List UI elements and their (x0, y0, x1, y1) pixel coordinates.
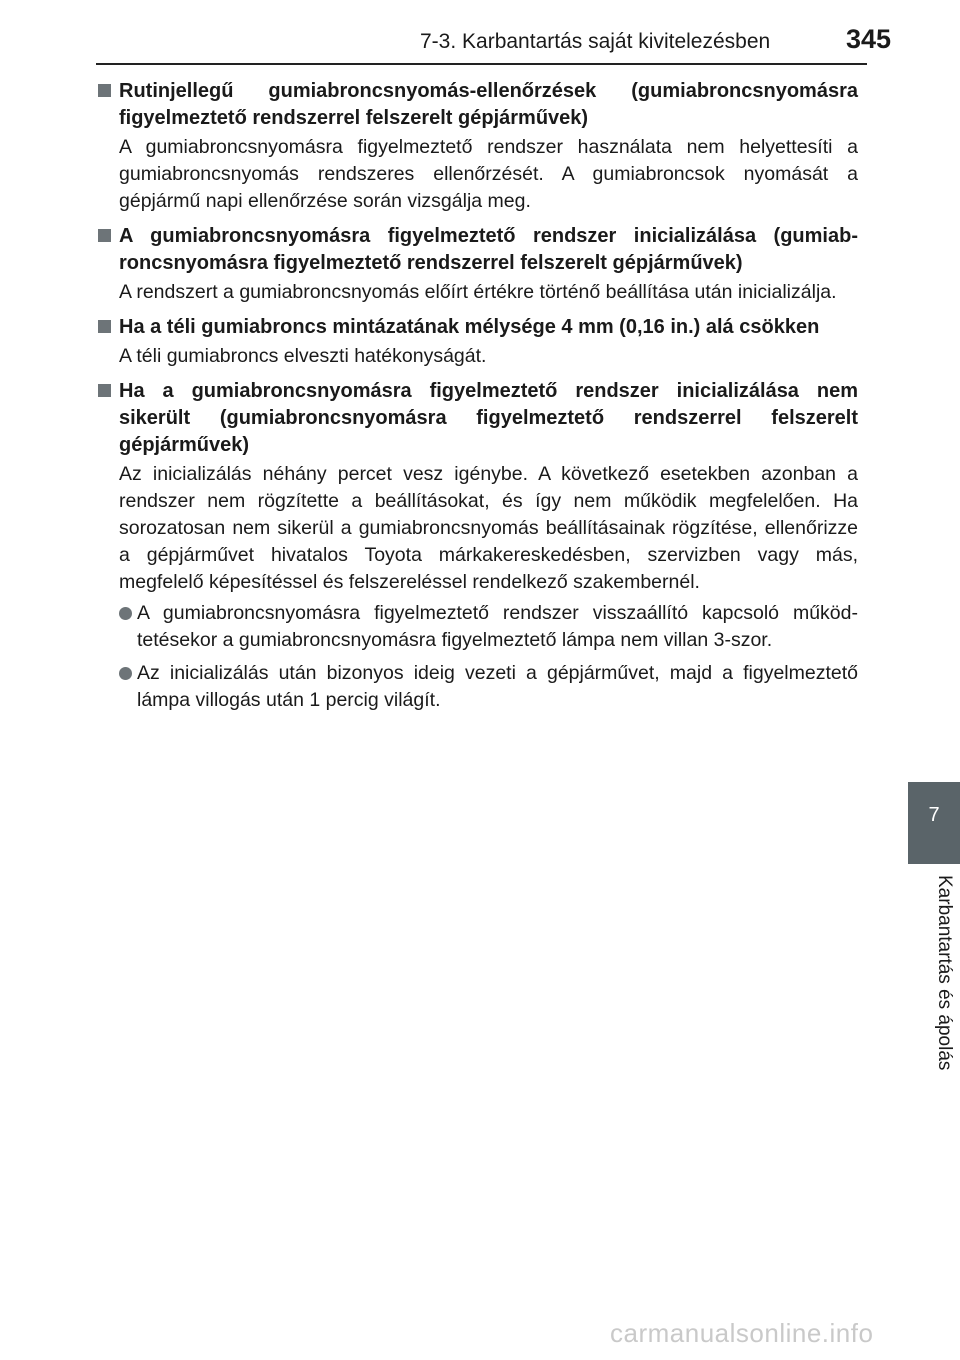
page-header (0, 0, 960, 64)
section-heading (96, 78, 858, 132)
watermark: carmanualsonline.info (610, 1318, 874, 1348)
section-heading-text: A gumiabroncsnyomásra figyelmeztető rendszer inicializálása (gumiabroncsnyomásra figyelmeztető rendszerrel felszerelt gépjárművek) (119, 225, 858, 274)
section-paragraph: Az inicializálás néhány percet vesz igénybe. A következő esetekben azonban a rendszer nem rögzítette a beállításokat, és így nem működik megfelelően. Ha sorozatosan nem sikerül a gumiabroncsnyomás beállításainak rögzítése, ellenőrizze a gépjárművet hivatalos Toyota márkakereskedésben, szervizben vagy más, megfelelő képesítéssel és felszereléssel rendelkező szakembernél. (119, 463, 858, 593)
circle-bullet-icon (119, 607, 132, 620)
page-number: 345 (846, 24, 892, 54)
list-item (96, 660, 858, 714)
section-paragraph: A rendszert a gumiabroncsnyomás előírt értékre történő beállítása után inicializálja. (119, 281, 837, 303)
chapter-tab-number: 7 (928, 804, 940, 826)
section-heading (96, 314, 858, 341)
section-routine-checks (96, 78, 858, 215)
section-heading-text: Ha a téli gumiabroncs mintázatának mélysége 4 mm (0,16 in.) alá csökken (119, 316, 820, 338)
section-heading-text: Rutinjellegű gumiabroncsnyomás-ellenőrzések (gumiabroncsnyomásra figyelmeztető rendszerrel felszerelt gépjárművek) (119, 80, 858, 129)
section-winter-tire (96, 314, 858, 370)
header-divider (96, 63, 867, 65)
square-bullet-icon (98, 84, 111, 97)
section-paragraph: A gumiabroncsnyomásra figyelmeztető rendszer használata nem helyettesíti a gumiabroncsnyomás rendszeres ellenőrzését. A gumiabroncsok nyomását a gépjármű napi ellenőrzése során vizsgálja meg. (119, 136, 858, 212)
chapter-title: 7-3. Karbantartás saját kivitelezésben (420, 30, 771, 53)
list-item-text: A gumiabroncsnyomásra figyelmeztető rendszer visszaállító kapcsoló működtetésekor a gumiabroncsnyomásra figyelmeztető lámpa nem villan 3-szor. (137, 602, 858, 651)
circle-bullet-icon (119, 667, 132, 680)
section-heading (96, 223, 858, 277)
chapter-side-label: Karbantartás és ápolás (934, 875, 955, 1071)
section-paragraph: A téli gumiabroncs elveszti hatékonyságát. (119, 345, 487, 367)
page-content (96, 78, 858, 722)
square-bullet-icon (98, 384, 111, 397)
section-heading-text: Ha a gumiabroncsnyomásra figyelmeztető rendszer inicializálása nem sikerült (gumiabroncsnyomásra figyelmeztető rendszerrel felszerelt gépjárművek) (119, 380, 858, 456)
list-item (96, 600, 858, 654)
square-bullet-icon (98, 229, 111, 242)
section-initialization (96, 223, 858, 306)
section-heading (96, 378, 858, 459)
list-item-text: Az inicializálás után bizonyos ideig vezeti a gépjárművet, majd a figyelmeztető lámpa villogás után 1 percig világít. (137, 662, 858, 711)
section-initialization-failed (96, 378, 858, 714)
square-bullet-icon (98, 320, 111, 333)
chapter-tab (908, 782, 960, 864)
